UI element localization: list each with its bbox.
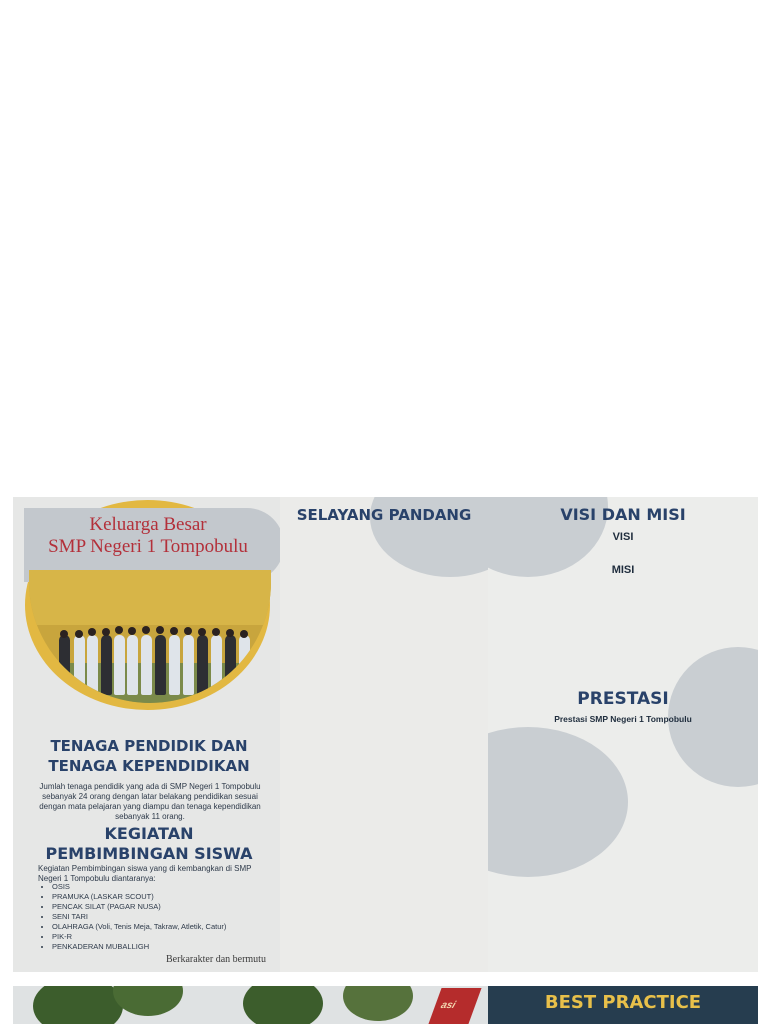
- list-item: • SENI TARI: [52, 912, 277, 922]
- banner-line-2: SMP Negeri 1 Tompobulu: [48, 536, 248, 557]
- list-item: • PIK-R: [52, 932, 277, 942]
- best-practice-title: BEST PRACTICE: [544, 992, 702, 1013]
- prestasi-heading: PRESTASI: [577, 689, 669, 709]
- tenaga-heading: TENAGA PENDIDIK DAN TENAGA KEPENDIDIKAN: [48, 737, 250, 775]
- list-item: • PENCAK SILAT (PAGAR NUSA): [52, 902, 277, 912]
- kegiatan-list: [38, 882, 277, 952]
- kegiatan-intro: Kegiatan Pembimbingan siswa yang di kembangkan di SMP Negeri 1 Tompobulu diantaranya:: [38, 864, 252, 883]
- banner-line-1: Keluarga Besar: [89, 514, 207, 535]
- brochure-panel-2: [280, 497, 488, 972]
- list-item: • PRAMUKA (LASKAR SCOUT): [52, 892, 277, 902]
- misi-label: MISI: [611, 564, 635, 576]
- selayang-heading: SELAYANG PANDANG: [296, 506, 472, 524]
- group-photo: [29, 570, 271, 703]
- list-item: • OSIS: [52, 882, 277, 892]
- ribbon-text: asi: [439, 1000, 458, 1011]
- visi-label: VISI: [612, 531, 634, 543]
- prestasi-subtitle: Prestasi SMP Negeri 1 Tompobulu: [554, 714, 692, 724]
- list-item: • OLAHRAGA (Voli, Tenis Meja, Takraw, Atletik, Catur): [52, 922, 277, 932]
- list-item: • PENKADERAN MUBALLIGH: [52, 942, 277, 952]
- kegiatan-heading: KEGIATAN PEMBIMBINGAN SISWA: [45, 824, 253, 863]
- tenaga-text: Jumlah tenaga pendidik yang ada di SMP Negeri 1 Tompobulu sebanyak 24 orang dengan latar belakang pendidikan sesuai dengan mata pelajaran yang diampu dan tenaga kependidikan sebanyak 11 orang.: [39, 782, 261, 821]
- visi-misi-heading: VISI DAN MISI: [560, 505, 686, 524]
- best-practice-banner: [488, 986, 758, 1024]
- footer-text: Berkarakter dan bermutu: [166, 954, 266, 965]
